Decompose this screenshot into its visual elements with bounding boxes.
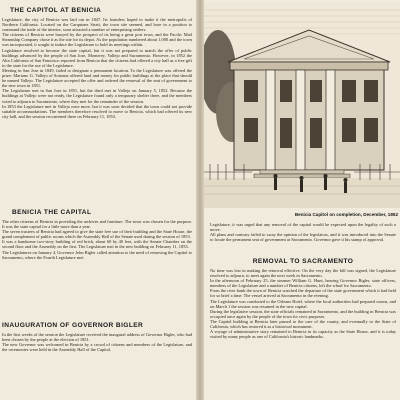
section-inauguration [2, 322, 192, 352]
section-heading: THE CAPITOL AT BENICIA [10, 7, 102, 14]
section-heading: INAUGURATION OF GOVERNOR BIGLER [2, 322, 144, 329]
paragraph: Legislature, it was urged that any removal of the capital would be expected upon the legality of such a move. [210, 222, 396, 233]
section-removal-to-sacramento [210, 258, 396, 339]
paragraph: A voyage of administrative story remained to Benicia in its capacity as the State House, and it is today visited by many people as one of California's historic landmarks. [210, 329, 396, 340]
section-benicia-the-capital [2, 209, 192, 260]
benicia-capitol-illustration [204, 2, 400, 208]
paragraph: The Legislatures on January 4, Governor John Bigler called attention to the need of removing the Capitol to Sacramento, where the Fourth Legislature met. [2, 249, 192, 260]
section-heading: BENICIA THE CAPITAL [12, 209, 92, 216]
paragraph: Meeting in San Jose in 1849, failed to designate a permanent location. To the Legislature was offered the prize: Mariano G. Vallejo of Sonoma offered land and money for public buildings at the place that should be named Vallejo. The Legislature accepted the offer and ordered the removal of the seat of government to the new town in 1851. [2, 67, 192, 89]
paragraph: The Legislature was conducted to the Orleans Hotel, where the local authorities had prepared rooms, and on March 1 the session was resumed in the new capital. [210, 298, 396, 309]
paragraph: No time was lost in making the removal effective. On the very day the bill was signed, the Legislature resolved to adjourn, to meet again the next week in Sacramento. [210, 268, 396, 279]
paragraph: Legislature, the city of Benicia was laid out in 1847. Its founders hoped to make it the metropolis of Northern California. Located on the Carquinez Strait, the town site seemed, and bore in a position to command the trade of the interior, soon attracted a number of enterprising settlers. [2, 17, 192, 33]
paragraph: The new Governor was welcomed in Benicia by a crowd of citizens and members of the Legislature, and the ceremonies were held in the Assembly Hall of the Capitol. [2, 342, 192, 353]
paragraph: In the afternoon of February 25, the steamer William G. Hunt, bearing Governor Bigler, state officers, members of the Legislature and a number of Benicia citizens, left the wharf for Sacramento. [210, 278, 396, 289]
left-page [0, 0, 196, 400]
book-gutter [196, 0, 204, 400]
paragraph: The Legislature met in San Jose in 1851, but the third met in Vallejo on January 5, 1852. Because the buildings at Vallejo were not ready, the Legislature found only a temporary shelter there, and the members voted to adjourn to Sacramento, where they met for the remainder of the session. [2, 88, 192, 104]
paragraph: During the legislative session, the state officials remained in Sacramento, and the building in Benicia was occupied once again by the people of the town for civic purposes. [210, 308, 396, 319]
paragraph: In the first weeks of the session the Legislature received the inaugural address of Governor Bigler, who had been chosen by the people at the election of 1851. [2, 332, 192, 343]
illustration-caption: Benicia Capitol on completion, December, 1852 [294, 212, 398, 217]
paragraph: The seven trustees of Benicia had agreed to give the state free use of their building and the State House, the grand complement of public rooms which the Assembly Hall of the Senate used during the session of 1853. [2, 229, 192, 240]
paragraph: It was a handsome two-story building of red brick, about 60 by 40 feet, with the Senate Chamber on the second floor and the Assembly on the first. The Legislature met in the new building on February 11, 1853. [2, 239, 192, 250]
paragraph: The Capitol building at Benicia later passed to the care of the county, and eventually to the State of California, which has restored it as a historical monument. [210, 318, 396, 330]
paragraph: From the river bank the town of Benicia watched the departure of the state government which it had held for so brief a time. The vessel arrived at Sacramento in the evening. [210, 288, 396, 299]
paragraph: In 1853 the Legislature met in Vallejo once more, but it was soon decided that the town could not provide suitable accommodations. The members therefore resolved to move to Benicia, which had offered its new city hall, and the session reconvened there on February 11, 1853. [2, 103, 192, 119]
section-heading: REMOVAL TO SACRAMENTO [252, 258, 354, 265]
paragraph: The citizens of Benicia were buoyed by the prospect of its being a great port town, and the Pacific Mail Steamship Company chose it as the site for its depot. As the population numbered about 1,000 and the town was incorporated, it sought to induce the Legislature to hold its meetings within. [2, 32, 192, 48]
section-capitol-at-benicia [2, 7, 192, 119]
paragraph: Legislature resolved to become the state capital, but it was not prepared to match the offer of public buildings advanced by the people of San Jose, Monterey, Vallejo and Sacramento. However, in 1852 the Alta California of San Francisco reported from Benicia that the citizens had offered a city hall as a free gift to the state for the use of the Legislature. [2, 47, 192, 68]
right-page [204, 0, 400, 400]
paragraph: All plans and contrary failed to sway the opinion of the legislators, and it was introduced into the Senate to locate the permanent seat of government at Sacramento. Governor gave it his stamp of approval. [210, 232, 396, 243]
right-top-text [210, 222, 396, 242]
paragraph: The other citizens of Benicia in providing the archives and furniture. The town was chosen for the purpose. It was the state capital for a little more than a year. [2, 219, 192, 230]
